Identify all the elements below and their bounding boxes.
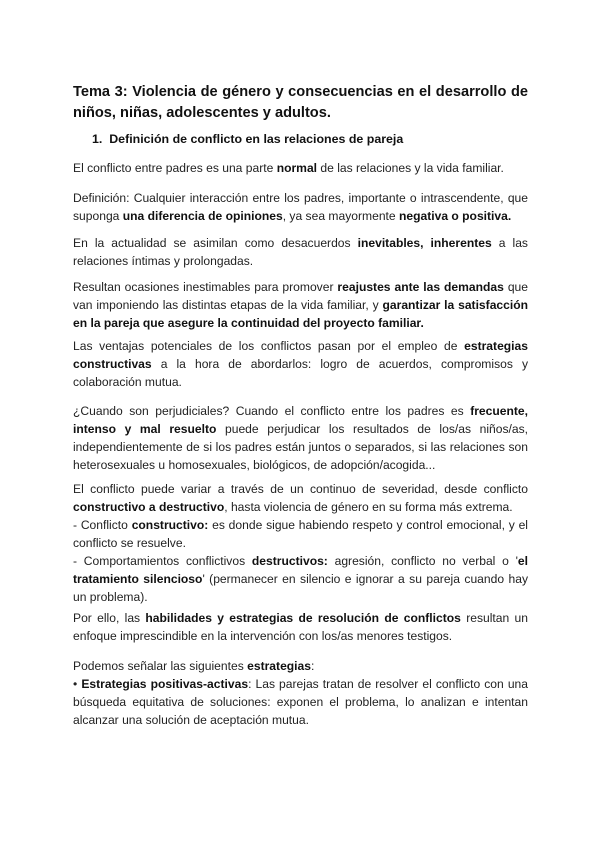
paragraph-skills: Por ello, las habilidades y estrategias de resolución de conflictos resultan un enfoque imprescindible en la intervención con los/as menores testigos. — [73, 611, 529, 643]
paragraph-severity — [73, 480, 528, 606]
paragraph-harmful: ¿Cuando son perjudiciales? Cuando el conflicto entre los padres es frecuente, intenso y mal resuelto puede perjudicar los resultados de los/as niños/as, independientemente de si los padres están juntos o separados, si las relaciones son heterosexuales u homosexuales, biológicos, de adopción/acogida... — [73, 404, 528, 472]
destructive-item: - Comportamientos conflictivos destructivos: agresión, conflicto no verbal o 'el tratamiento silencioso' (permanecer en silencio e ignorar a su pareja cuando hay un problema). — [73, 554, 529, 604]
strategy-list-item: • Estrategias positivas-activas: Las parejas tratan de resolver el conflicto con una búsqueda equitativa de soluciones: exponen el problema, lo analizan e intentan alcanzar una solución de aceptación mutua. — [73, 677, 528, 727]
paragraph-opportunities: Resultan ocasiones inestimables para promover reajustes ante las demandas que van imponiendo las distintas etapas de la vida familiar, y garantizar la satisfacción en la pareja que asegure la continuidad del proyecto familiar. — [73, 280, 529, 330]
section-label: Definición de conflicto en las relaciones de pareja — [109, 132, 404, 146]
severity-intro: El conflicto puede variar a través de un continuo de severidad, desde conflicto constructivo a destructivo, hasta violencia de género en su forma más extrema. — [73, 482, 528, 514]
constructive-item: - Conflicto constructivo: es donde sigue habiendo respeto y control emocional, y el conflicto se resuelve. — [73, 518, 528, 550]
section-heading — [92, 131, 403, 147]
paragraph-strategies — [73, 657, 528, 729]
paragraph-inevitable: En la actualidad se asimilan como desacuerdos inevitables, inherentes a las relaciones íntimas y prolongadas. — [73, 236, 528, 268]
section-number: 1. — [92, 132, 103, 146]
paragraph-normal-conflict: El conflicto entre padres es una parte normal de las relaciones y la vida familiar. — [73, 161, 504, 175]
paragraph-advantages: Las ventajas potenciales de los conflictos pasan por el empleo de estrategias constructivas a la hora de abordarlos: logro de acuerdos, compromisos y colaboración mutua. — [73, 339, 528, 389]
bullet-icon: • — [73, 677, 82, 691]
page-title: Tema 3: Violencia de género y consecuencias en el desarrollo de niños, niñas, adolescentes y adultos. — [73, 84, 528, 121]
paragraph-definition: Definición: Cualquier interacción entre los padres, importante o intrascendente, que suponga una diferencia de opiniones, ya sea mayormente negativa o positiva. — [73, 191, 528, 223]
strategies-intro: Podemos señalar las siguientes estrategias: — [73, 659, 315, 673]
